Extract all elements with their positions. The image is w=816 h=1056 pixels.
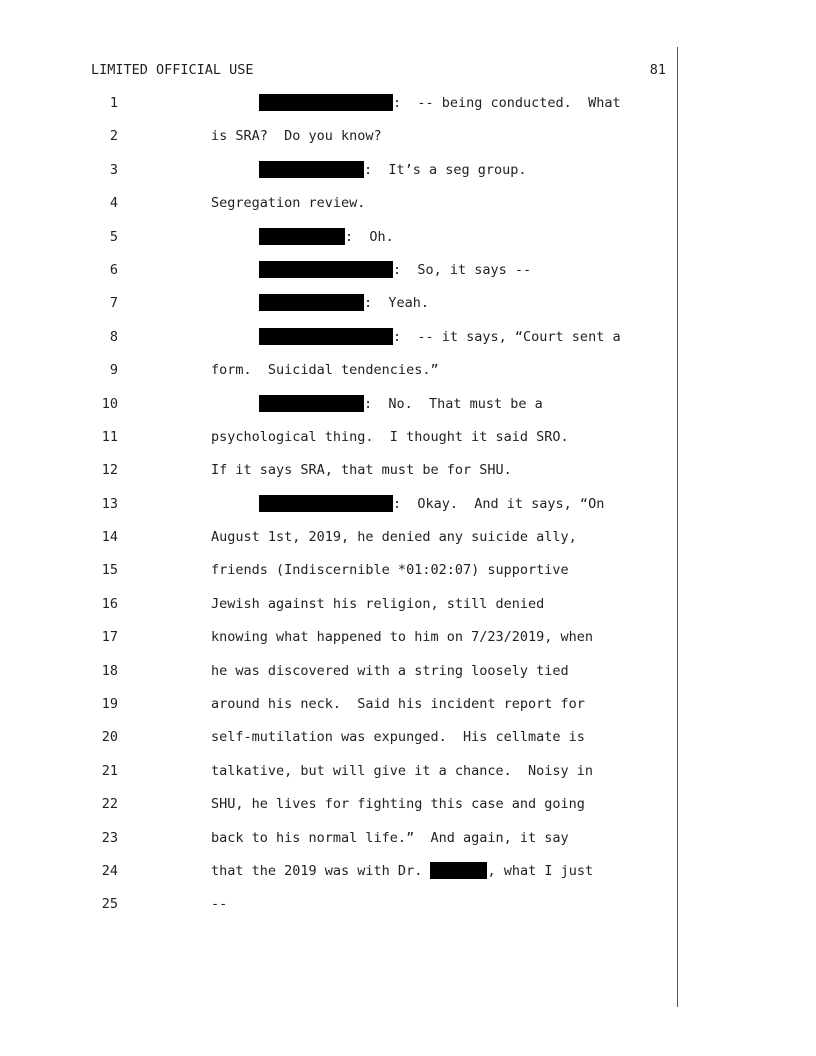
transcript-line: [0, 662, 816, 695]
line-content: : No. That must be a: [364, 395, 543, 412]
line-text: [259, 261, 531, 279]
line-content: talkative, but will give it a chance. Noisy in: [211, 762, 594, 779]
line-number: 7: [109, 295, 118, 312]
line-number: 3: [109, 161, 118, 178]
line-number: 4: [109, 195, 118, 212]
line-number: 2: [109, 128, 118, 145]
line-text: [211, 762, 593, 780]
line-number: 5: [109, 228, 118, 245]
page-number: 81: [649, 62, 666, 78]
line-content: knowing what happened to him on 7/23/2019, when: [211, 629, 594, 646]
line-number: 20: [101, 729, 118, 746]
line-number: 21: [101, 762, 118, 779]
line-text: [211, 728, 585, 746]
transcript-line: [0, 127, 816, 160]
line-text: [211, 561, 569, 579]
line-content: Jewish against his religion, still denied: [211, 595, 545, 612]
redaction-block: [259, 395, 364, 412]
line-number: 11: [101, 428, 118, 445]
transcript-line: [0, 728, 816, 761]
transcript-line: [0, 228, 816, 261]
line-content: --: [211, 896, 228, 913]
line-text: [259, 395, 543, 413]
redaction-block: [259, 261, 393, 278]
classification-header: LIMITED OFFICIAL USE: [91, 62, 254, 78]
line-number: 18: [101, 662, 118, 679]
transcript-line: [0, 795, 816, 828]
transcript-line: [0, 762, 816, 795]
line-text: [259, 94, 621, 112]
line-text: [211, 194, 365, 212]
line-text: [211, 829, 569, 847]
line-number: 25: [101, 896, 118, 913]
line-number: 10: [101, 395, 118, 412]
line-text: [211, 795, 585, 813]
line-content: is SRA? Do you know?: [211, 128, 382, 145]
line-text: [211, 628, 593, 646]
line-content: : So, it says --: [393, 261, 532, 278]
transcript-line: [0, 862, 816, 895]
line-text: [259, 228, 394, 246]
transcript-line: [0, 595, 816, 628]
line-content: back to his normal life.” And again, it say: [211, 829, 569, 846]
line-text: [211, 862, 593, 880]
line-content: : -- being conducted. What: [393, 95, 621, 111]
redaction-block: [430, 862, 487, 879]
line-content: : Yeah.: [364, 295, 430, 312]
transcript-line: [0, 695, 816, 728]
redaction-block: [259, 294, 364, 311]
transcript-line: [0, 328, 816, 361]
line-content: friends (Indiscernible *01:02:07) supportive: [211, 562, 569, 579]
redaction-block: [259, 94, 393, 111]
line-content: he was discovered with a string loosely tied: [211, 662, 569, 679]
transcript-line: [0, 361, 816, 394]
line-content: If it says SRA, that must be for SHU.: [211, 462, 512, 479]
transcript-line: [0, 428, 816, 461]
line-number: 22: [101, 796, 118, 813]
line-number: 12: [101, 462, 118, 479]
line-text: [211, 127, 382, 145]
line-text: [211, 461, 512, 479]
transcript-line: [0, 194, 816, 227]
line-number: 24: [101, 862, 118, 879]
line-content: , what I just: [487, 862, 594, 879]
line-content: : It’s a seg group.: [364, 161, 527, 178]
line-text: [211, 895, 227, 913]
line-text: [211, 528, 577, 546]
redaction-block: [259, 328, 393, 345]
line-text: [211, 595, 544, 613]
redaction-block: [259, 228, 345, 245]
transcript-line: [0, 628, 816, 661]
line-number: 9: [109, 362, 118, 379]
line-text-before-redaction: that the 2019 was with Dr.: [211, 862, 431, 879]
line-content: August 1st, 2019, he denied any suicide ally,: [211, 529, 577, 546]
line-content: form. Suicidal tendencies.”: [211, 362, 439, 379]
line-content: around his neck. Said his incident report for: [211, 696, 585, 713]
line-text: [259, 328, 621, 346]
transcript-line: [0, 561, 816, 594]
transcript-line: [0, 94, 816, 127]
transcript-line: [0, 161, 816, 194]
line-number: 13: [101, 495, 118, 512]
redaction-block: [259, 161, 364, 178]
line-text: [211, 662, 569, 680]
line-number: 14: [101, 529, 118, 546]
line-content: : Okay. And it says, “On: [393, 495, 605, 512]
redaction-block: [259, 495, 393, 512]
transcript-line: [0, 261, 816, 294]
line-content: self-mutilation was expunged. His cellmate is: [211, 729, 585, 746]
transcript-line: [0, 395, 816, 428]
line-content: SHU, he lives for fighting this case and going: [211, 796, 585, 813]
transcript-line: [0, 461, 816, 494]
line-number: 1: [109, 95, 118, 111]
transcript-line: [0, 829, 816, 862]
line-number: 23: [101, 829, 118, 846]
line-number: 15: [101, 562, 118, 579]
transcript-line: [0, 294, 816, 327]
line-number: 17: [101, 629, 118, 646]
line-number: 16: [101, 595, 118, 612]
line-text: [211, 695, 585, 713]
line-number: 6: [109, 261, 118, 278]
line-content: psychological thing. I thought it said SRO.: [211, 428, 569, 445]
line-number: 8: [109, 328, 118, 345]
line-number: 19: [101, 696, 118, 713]
transcript-line: [0, 895, 816, 928]
line-text: [259, 495, 604, 513]
line-content: Segregation review.: [211, 195, 366, 212]
line-text: [211, 361, 439, 379]
transcript-body: [0, 94, 816, 929]
line-text: [259, 294, 429, 312]
transcript-line: [0, 528, 816, 561]
line-content: : Oh.: [345, 228, 394, 245]
line-content: : -- it says, “Court sent a: [393, 328, 621, 345]
line-text: [211, 428, 569, 446]
transcript-line: [0, 495, 816, 528]
line-text: [259, 161, 527, 179]
